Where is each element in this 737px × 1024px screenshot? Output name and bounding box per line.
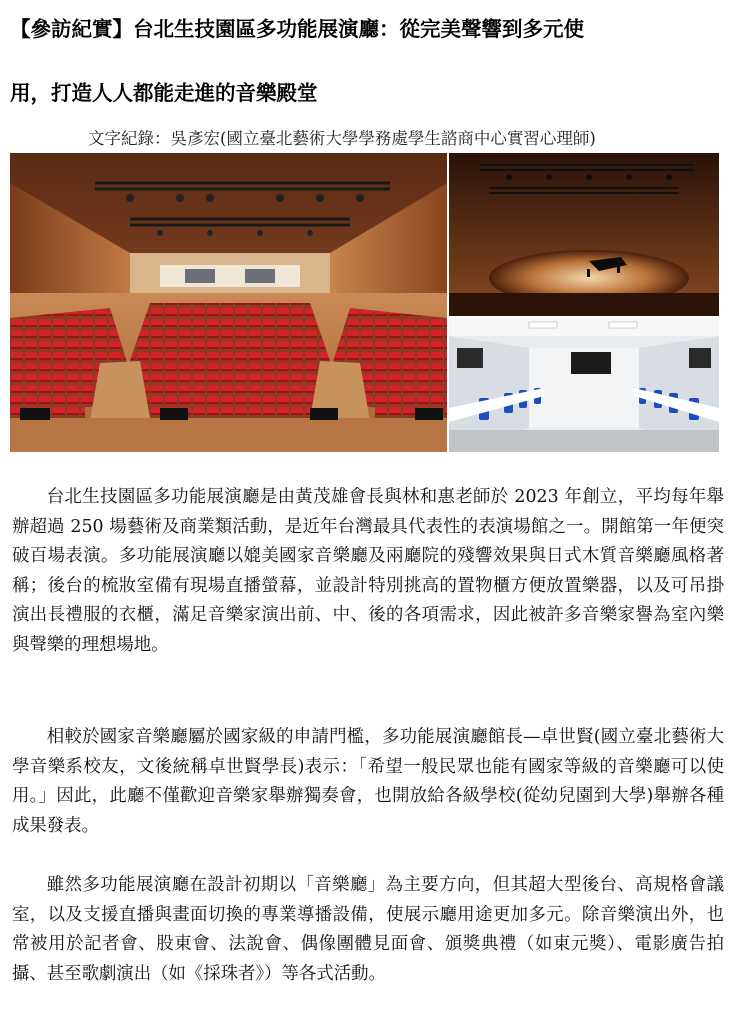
article-title-line-2: 用，打造人人都能走進的音樂殿堂 — [10, 81, 318, 105]
paragraph-1: 台北生技園區多功能展演廳是由黃茂雄會長與林和惠老師於 2023 年創立，平均每年舉辦超過 250 場藝術及商業類活動，是近年台灣最具代表性的表演場館之一。開館第一年便突破百場表演。多功能展演廳以媲美國家音樂廳及兩廳院的殘響效果與日式木質音樂廳風格著稱；後台的梳妝室備有現場直播螢幕，並設計特別挑高的置物櫃方便放置樂器，以及可吊掛演出長禮服的衣櫃，滿足音樂家演出前、中、後的各項需求，因此被許多音樂家譽為室內樂與聲樂的理想場地。 — [12, 487, 724, 655]
paragraph-2: 相較於國家音樂廳屬於國家級的申請門檻，多功能展演廳館長—卓世賢(國立臺北藝術大學音樂系校友，文後統稱卓世賢學長)表示：「希望一般民眾也能有國家等級的音樂廳可以使用。」因此，此廳不僅歡迎音樂家舉辦獨奏會，也開放給各級學校(從幼兒園到大學)舉辦各種成果發表。 — [12, 727, 724, 836]
article-title-line-1: 【參訪紀實】台北生技園區多功能展演廳：從完美聲響到多元使 — [10, 17, 584, 41]
paragraph-3: 雖然多功能展演廳在設計初期以「音樂廳」為主要方向，但其超大型後台、高規格會議室，以及支援直播與畫面切換的專業導播設備，使展示廳用途更加多元。除音樂演出外，也常被用於記者會、股東會、法說會、偶像團體見面會、頒獎典禮（如東元獎）、電影廣告拍攝、甚至歌劇演出（如《採珠者》）等各式活動。 — [12, 875, 724, 984]
stage-piano-photo — [449, 153, 719, 316]
dressing-room-photo — [449, 318, 719, 452]
concert-hall-photo — [10, 153, 447, 452]
author-credit: 文字紀錄：吳彥宏(國立臺北藝術大學學務處學生諮商中心實習心理師) — [88, 129, 596, 148]
